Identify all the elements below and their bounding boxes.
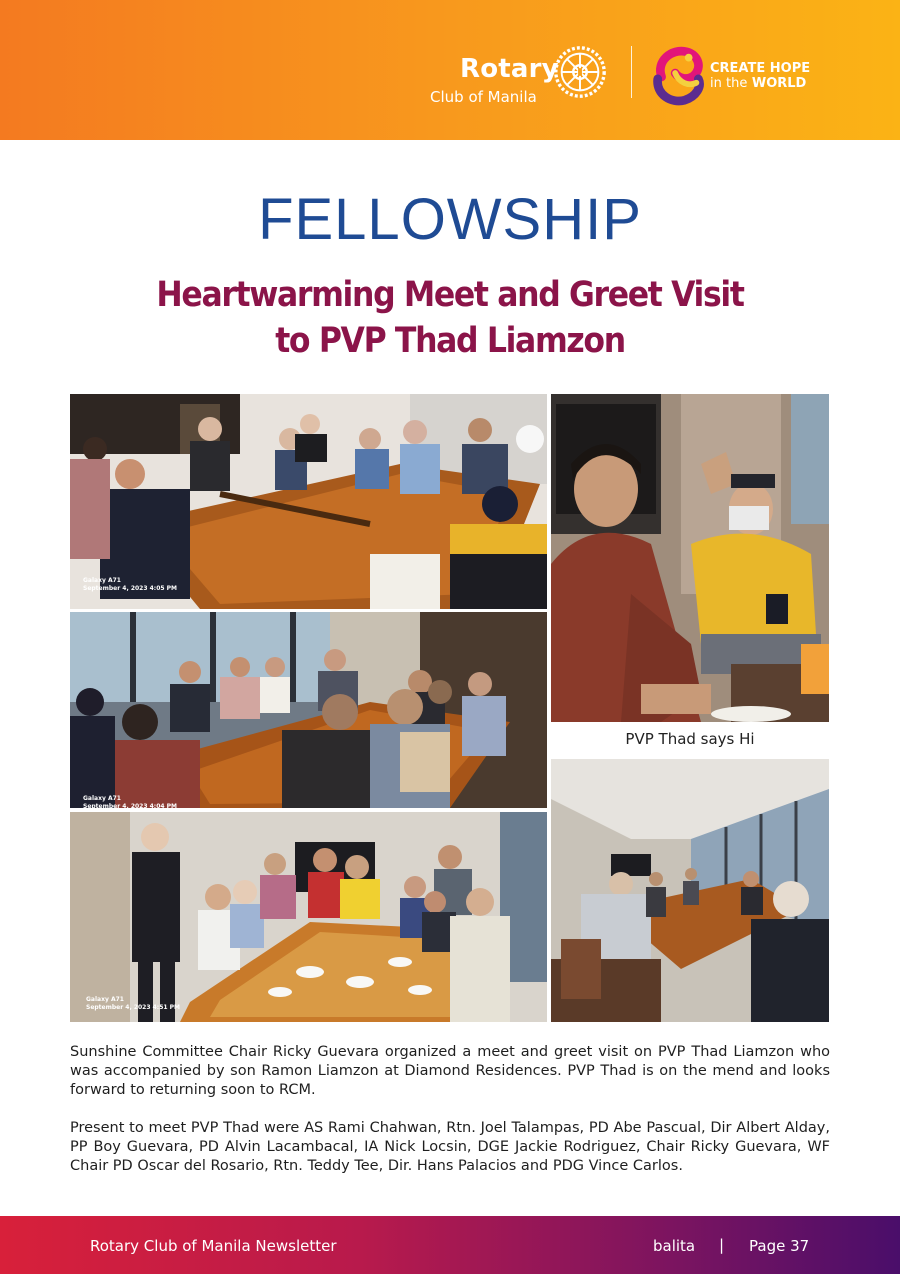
photo-dining-room-wide: [551, 759, 829, 1022]
photo-caption: PVP Thad says Hi: [625, 730, 755, 748]
article-paragraph-2: Present to meet PVP Thad were AS Rami Chahwan, Rtn. Joel Talampas, PD Abe Pascual, Dir Albert Alday, PP Boy Guevara, PD Alvin Lacambacal, IA Nick Locsin, DGE Jackie Rodriguez, Chair Ricky Guevara, WF Chair PD Oscar del Rosario, Rtn. Teddy Tee, Dir. Hans Palacios and PDG Vince Carlos.: [70, 1120, 830, 1174]
headline-line2: to PVP Thad Liamzon: [275, 321, 625, 361]
club-name: Club of Manila: [430, 88, 537, 106]
rotary-wordmark: Rotary: [460, 54, 559, 84]
create-hope-slogan: [710, 61, 810, 91]
slogan-line1: CREATE HOPE: [710, 61, 811, 76]
photo-timestamp: Galaxy A71 September 4, 2023 4:05 PM: [83, 577, 177, 592]
header-divider: [631, 46, 632, 98]
slogan-prefix: in the: [710, 76, 748, 91]
photo-pvp-thad-says-hi: [551, 394, 829, 722]
section-title: FELLOWSHIP: [258, 187, 642, 252]
create-hope-logo-icon: [650, 44, 708, 106]
publication-name: balita: [653, 1237, 696, 1255]
page-number: Page 37: [749, 1237, 810, 1255]
photo-timestamp: Galaxy A71 September 4, 2023 4:51 PM: [86, 996, 180, 1011]
photo-timestamp: Galaxy A71 September 4, 2023 4:04 PM: [83, 795, 177, 808]
headline-line1: Heartwarming Meet and Greet Visit: [156, 275, 744, 315]
photo-group-table-2: [70, 612, 547, 808]
page-header: [0, 0, 900, 140]
slogan-emphasis: WORLD: [751, 76, 807, 91]
page-footer: [0, 1216, 900, 1274]
photo-group-table-1: [70, 394, 547, 609]
article-paragraph-1: Sunshine Committee Chair Ricky Guevara organized a meet and greet visit on PVP Thad Liamzon who was accompanied by son Ramon Liamzon at Diamond Residences. PVP Thad is on the mend and looks forward to returning soon to RCM.: [70, 1044, 830, 1098]
photo-group-standing: [70, 812, 547, 1022]
article-headline: [45, 272, 855, 364]
rotary-wheel-icon: [551, 43, 609, 101]
newsletter-label: Rotary Club of Manila Newsletter: [90, 1237, 337, 1255]
footer-separator: |: [719, 1236, 725, 1254]
